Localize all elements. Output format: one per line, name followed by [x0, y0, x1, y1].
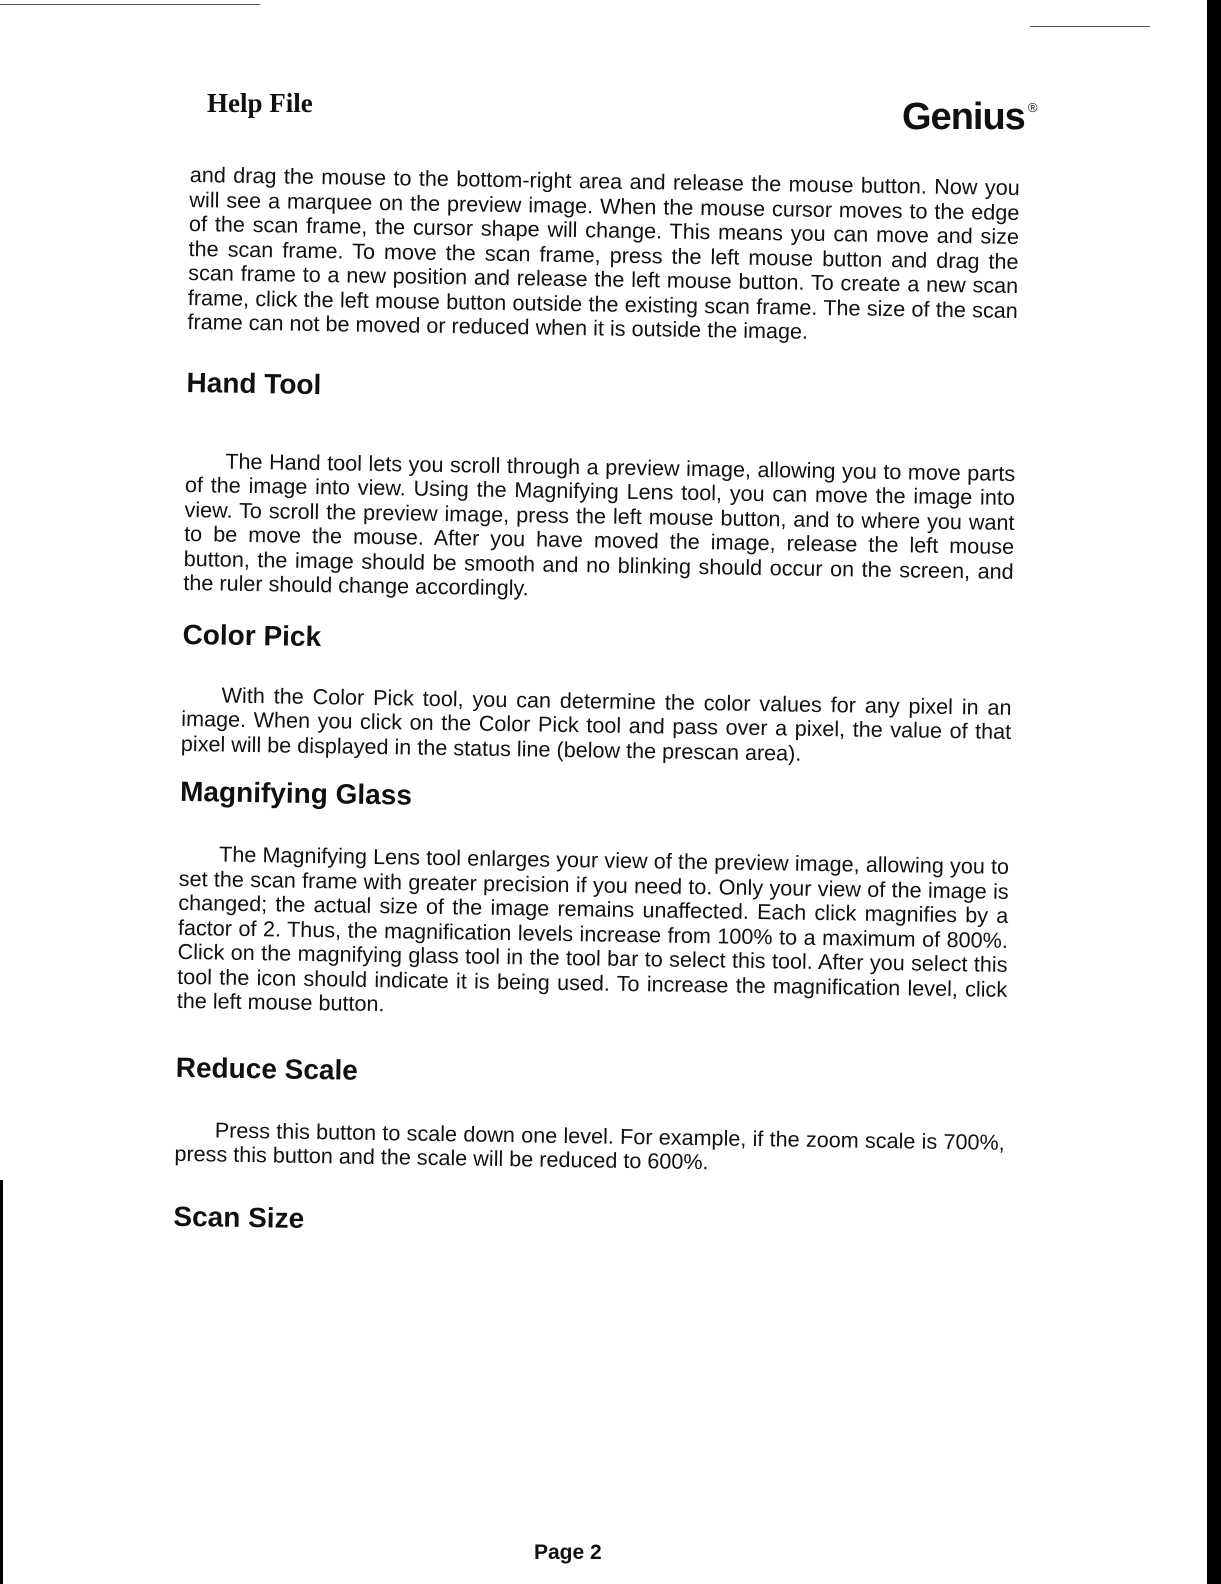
scan-speck — [0, 4, 260, 5]
page-number: Page 2 — [534, 1541, 602, 1564]
registered-mark: ® — [1027, 100, 1038, 115]
document-body — [173, 163, 1020, 1245]
scan-edge-mark — [0, 1180, 3, 1584]
scan-edge-shadow — [1207, 0, 1221, 1584]
help-file-title: Help File — [207, 88, 313, 118]
intro-paragraph: and drag the mouse to the bottom-right area and release the mouse button. Now you will see a marquee on the preview image. When the mouse cursor moves to the edge of the scan frame, the cursor shape will change. This means you can move and size the scan frame. To move the scan frame, press the left mouse button and drag the scan frame to a new position and release the left mouse button. To create a new scan frame, click the left mouse button outside the existing scan frame. The size of the scan frame can not be moved or reduced when it is outside the image. — [187, 162, 1020, 344]
section-heading-scan-size: Scan Size — [173, 1200, 305, 1234]
scan-speck — [1030, 26, 1150, 27]
section-body-magnifying-glass: The Magnifying Lens tool enlarges your view of the preview image, allowing you to set the scan frame with greater precision if you need to. Only your view of the image is changed; the actual size of the image remains unaffected. Each click magnifies by a factor of 2. Thus, the magnification levels increase from 100% to a maximum of 800%. Click on the magnifying glass tool in the tool bar to select this tool. After you select this tool the icon should indicate it is being used. To increase the magnification level, click the left mouse button. — [176, 841, 1010, 1017]
genius-logo — [902, 98, 1037, 136]
section-heading-color-pick: Color Pick — [182, 618, 322, 652]
section-heading-reduce-scale: Reduce Scale — [175, 1051, 359, 1086]
section-body-hand-tool: The Hand tool lets you scroll through a preview image, allowing you to move parts of the image into view. Using the Magnifying Lens tool, you can move the image into view. To scroll the preview image, press the left mouse button, and to where you want to be move the mouse. After you have moved the image, release the left mouse button, the image should be smooth and no blinking should occur on the screen, and the ruler should change accordingly. — [183, 448, 1016, 601]
logo-wordmark: Genius — [902, 96, 1025, 138]
section-body-reduce-scale: Press this button to scale down one level. For example, if the zoom scale is 700%, press this button and the scale will be reduced to 600%. — [174, 1117, 1005, 1175]
section-heading-hand-tool: Hand Tool — [186, 366, 322, 400]
section-heading-magnifying-glass: Magnifying Glass — [179, 775, 413, 811]
section-body-color-pick: With the Color Pick tool, you can determine the color values for any pixel in an image. When you click on the Color Pick tool and pass over a pixel, the value of that pixel will be displayed in the status line (below the prescan area). — [180, 682, 1012, 766]
